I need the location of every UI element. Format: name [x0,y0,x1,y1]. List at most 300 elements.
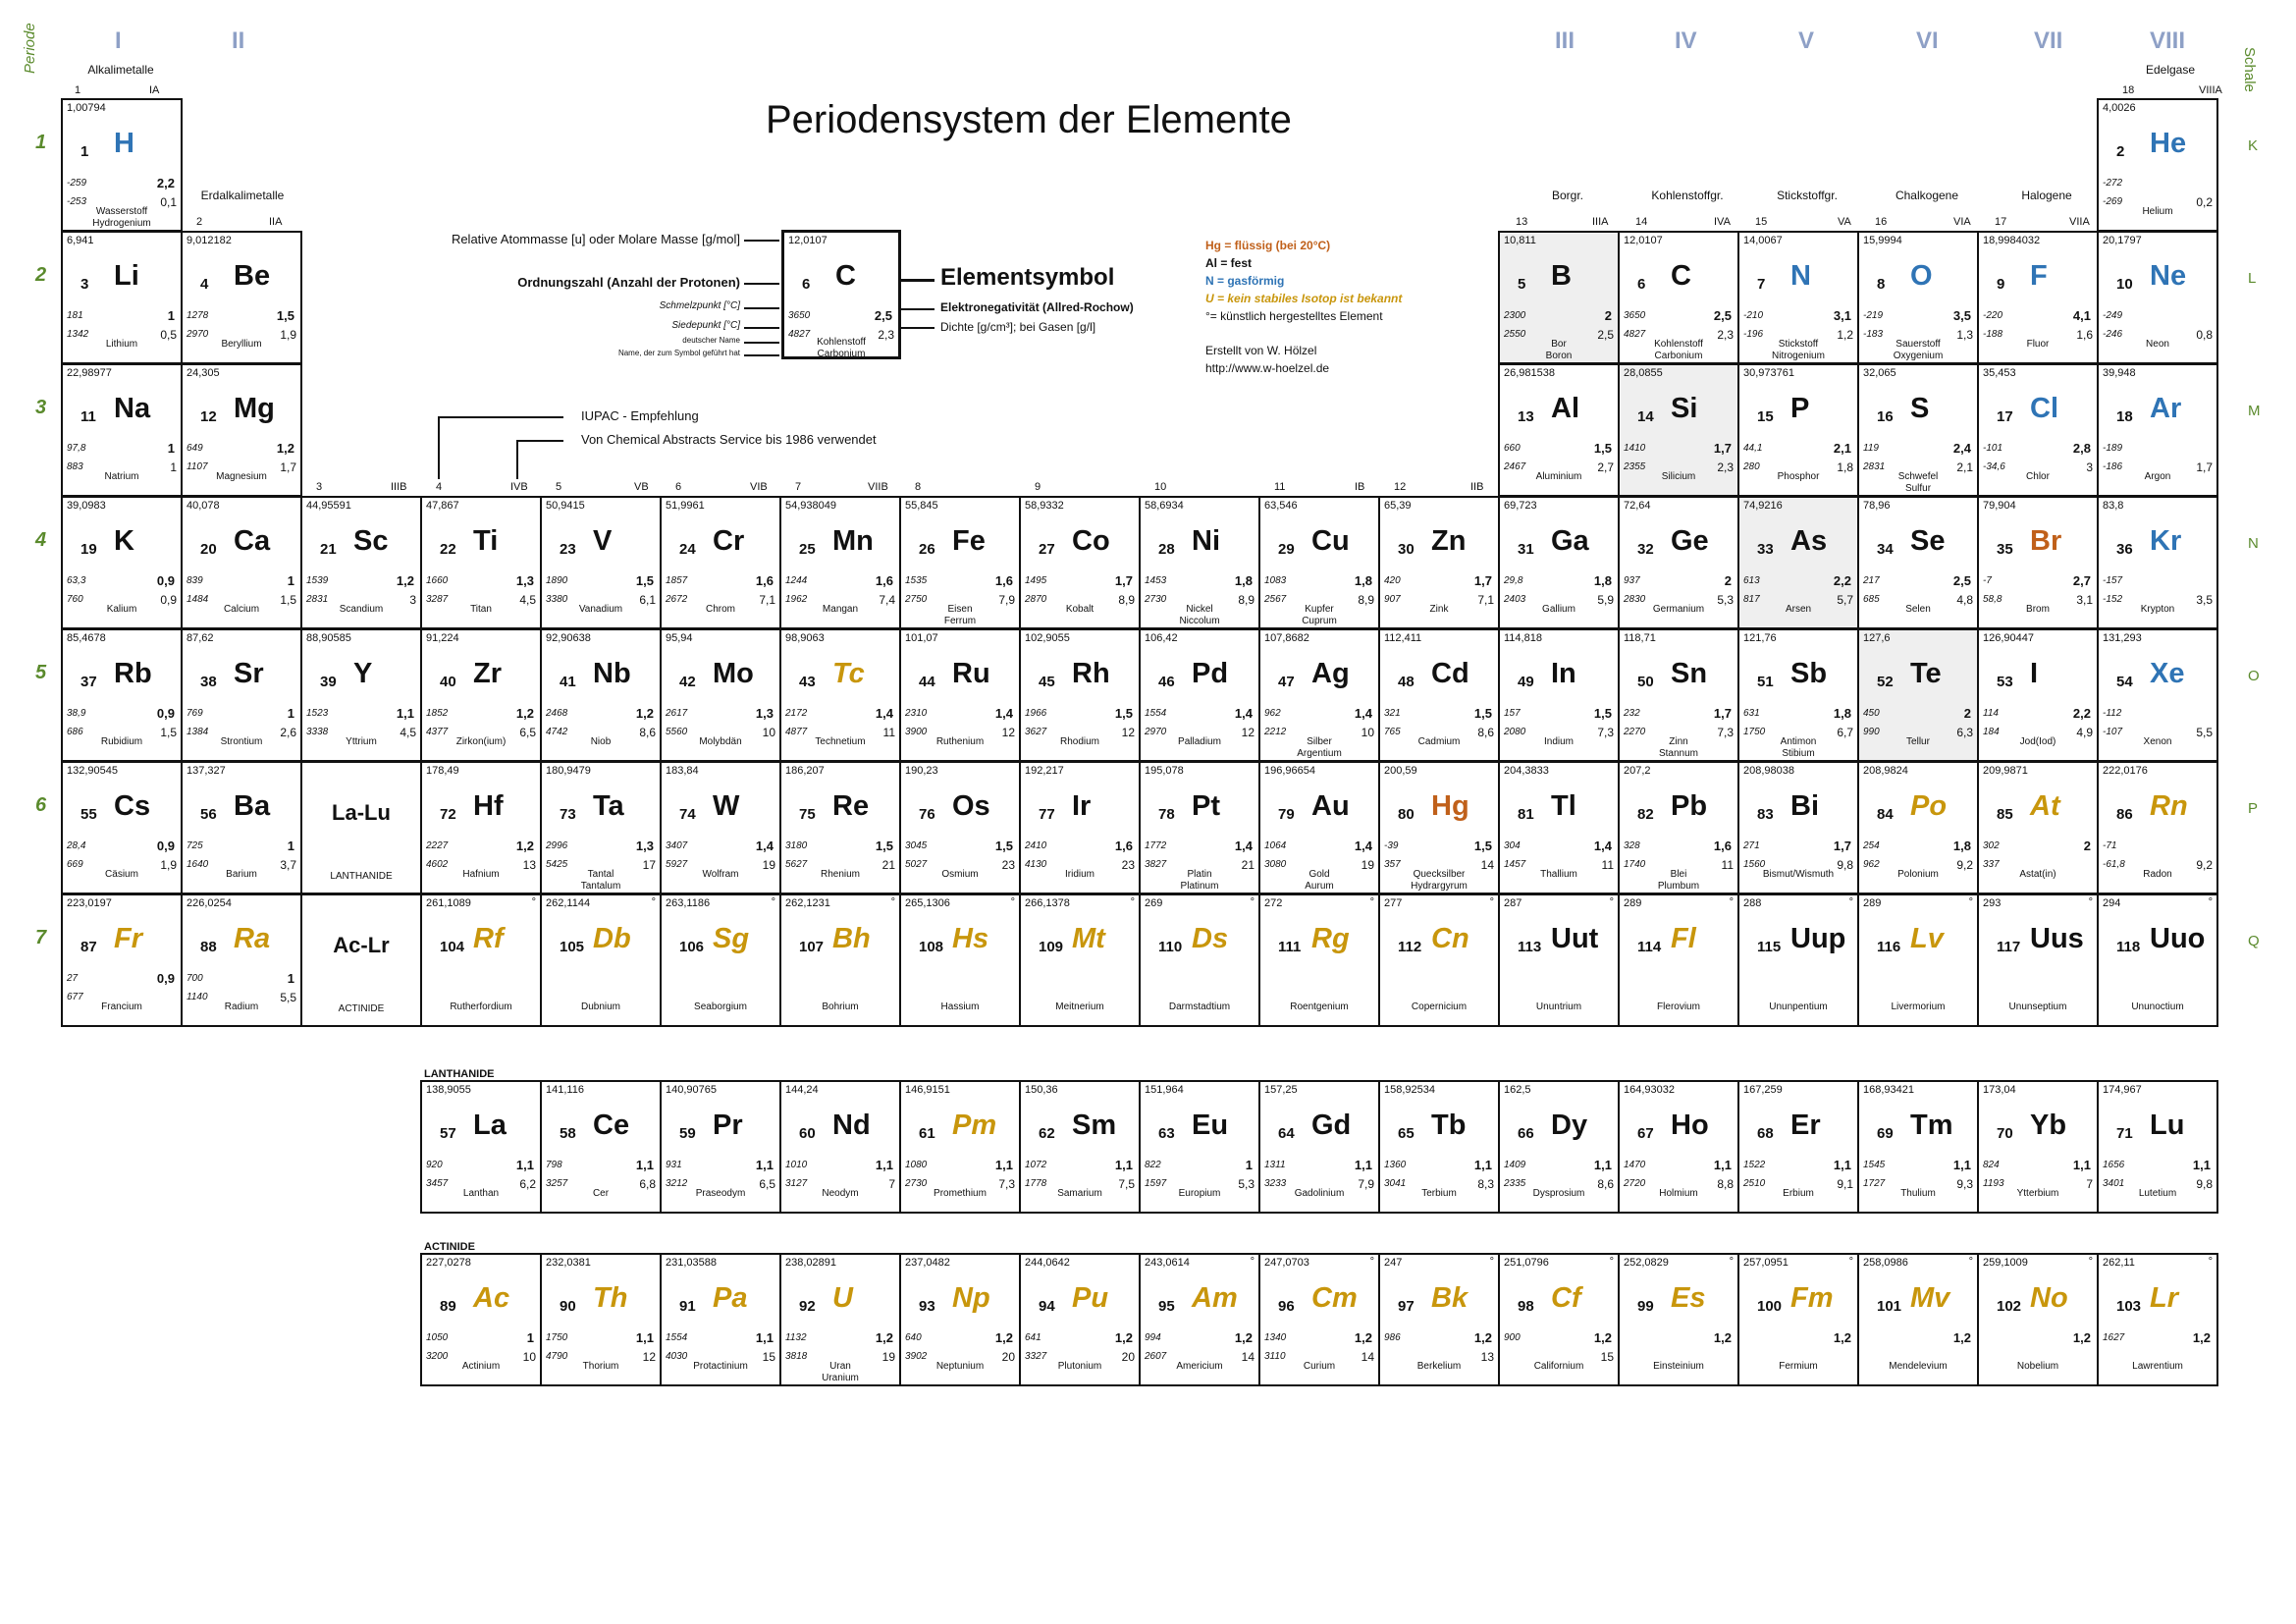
element-cell-pr[interactable] [660,1080,781,1214]
element-cell-pb[interactable] [1618,761,1739,894]
element-cell-tb[interactable] [1378,1080,1500,1214]
element-cell-cd[interactable] [1378,628,1500,762]
element-cell-es[interactable] [1618,1253,1739,1386]
element-cell-hg[interactable] [1378,761,1500,894]
boiling-point: 1750 [1743,727,1766,737]
element-cell-k[interactable] [61,496,183,629]
element-symbol: Ta [593,790,624,822]
melting-point: 640 [905,1332,922,1343]
boiling-point: 1107 [187,461,208,472]
element-cell-sb[interactable] [1737,628,1859,762]
atomic-number: 52 [1877,674,1894,690]
element-cell-ga[interactable] [1498,496,1620,629]
element-cell-bh[interactable] [779,893,901,1027]
element-cell-rb[interactable] [61,628,183,762]
density: 19 [881,1350,895,1364]
atomic-number: 61 [919,1125,935,1142]
element-cell-pm[interactable] [899,1080,1021,1214]
synthetic-marker: ° [1489,1256,1494,1268]
density: 10 [522,1350,536,1364]
element-cell-s[interactable] [1857,363,1979,497]
element-cell-tl[interactable] [1498,761,1620,894]
electronegativity: 1,2 [1354,1330,1372,1345]
element-cell-b[interactable] [1498,231,1620,364]
element-cell-n[interactable] [1737,231,1859,364]
element-name: Californium [1533,1361,1584,1372]
element-cell-th[interactable] [540,1253,662,1386]
element-cell-ds[interactable] [1139,893,1260,1027]
element-symbol: Se [1910,525,1946,557]
melting-point: 254 [1863,840,1880,851]
element-cell-ru[interactable] [899,628,1021,762]
element-cell-zr[interactable] [420,628,542,762]
electronegativity: 1,2 [1833,1330,1851,1345]
element-cell-fl[interactable] [1618,893,1739,1027]
element-cell-se[interactable] [1857,496,1979,629]
atomic-mass: 183,84 [666,765,699,777]
element-cell-au[interactable] [1258,761,1380,894]
element-cell-sg[interactable] [660,893,781,1027]
electronegativity: 2 [1604,308,1612,323]
element-symbol: Eu [1192,1110,1229,1141]
atomic-number: 20 [200,541,217,558]
element-symbol: Au [1311,790,1350,822]
electronegativity: 1,1 [1354,1158,1372,1172]
element-cell-cl[interactable] [1977,363,2099,497]
element-cell-bi[interactable] [1737,761,1859,894]
element-symbol: Xe [2150,658,2185,689]
element-cell-rh[interactable] [1019,628,1141,762]
electronegativity: 2 [1724,573,1732,588]
element-cell-fr[interactable] [61,893,183,1027]
melting-point: 2617 [666,708,688,719]
melting-point: 97,8 [67,443,86,454]
element-name: Helium [2142,206,2173,217]
element-symbol: Cs [114,790,151,822]
element-cell-mo[interactable] [660,628,781,762]
element-cell-la[interactable] [420,1080,542,1214]
atomic-number: 71 [2116,1125,2133,1142]
melting-point: 450 [1863,708,1880,719]
element-cell-er[interactable] [1737,1080,1859,1214]
atomic-mass: 28,0855 [1624,367,1663,379]
atomic-number: 83 [1757,806,1774,823]
element-cell-tm[interactable] [1857,1080,1979,1214]
boiling-point: 1640 [187,859,209,870]
melting-point: -101 [1983,443,2003,454]
element-cell-fm[interactable] [1737,1253,1859,1386]
electronegativity: 2,8 [2072,441,2091,456]
element-name: Arsen [1785,604,1812,615]
element-cell-as[interactable] [1737,496,1859,629]
element-name: Gallium [1542,604,1575,615]
boiling-point: 1457 [1504,859,1526,870]
element-cell-cr[interactable] [660,496,781,629]
element-cell-c[interactable] [1618,231,1739,364]
element-cell-lu[interactable] [2097,1080,2218,1214]
element-cell-ce[interactable] [540,1080,662,1214]
element-cell-be[interactable] [181,231,302,364]
element-cell-nb[interactable] [540,628,662,762]
element-name: Einsteinium [1653,1361,1704,1372]
element-symbol: Sc [353,525,389,557]
element-cell-gd[interactable] [1258,1080,1380,1214]
element-cell-os[interactable] [899,761,1021,894]
element-name: Seaborgium [694,1001,747,1012]
element-cell-y[interactable] [300,628,422,762]
element-cell-kr[interactable] [2097,496,2218,629]
element-symbol: Si [1671,393,1698,424]
element-cell-p[interactable] [1737,363,1859,497]
electronegativity: 1,8 [1952,839,1971,853]
element-cell-uuo[interactable] [2097,893,2218,1027]
group-9-label: 9 [1035,481,1041,493]
element-name: Neptunium [935,1361,985,1372]
element-name: Kobalt [1065,604,1095,615]
block-cell-lanthanide [300,761,422,894]
element-name: Lithium [105,339,138,350]
element-cell-ag[interactable] [1258,628,1380,762]
element-cell-i[interactable] [1977,628,2099,762]
block-range-label: Ac-Lr [333,933,390,957]
electronegativity: 1,5 [994,839,1013,853]
boiling-point: 3457 [426,1178,449,1189]
atomic-number: 104 [440,939,465,955]
electronegativity: 0,9 [156,839,175,853]
element-cell-uup[interactable] [1737,893,1859,1027]
roman-group-vi: VI [1916,27,1939,54]
element-cell-sr[interactable] [181,628,302,762]
electronegativity: 2,5 [1713,308,1732,323]
element-symbol: Cf [1551,1282,1581,1314]
element-cell-ta[interactable] [540,761,662,894]
density: 0,9 [160,593,177,607]
legend-density-label: Dichte [g/cm³]; bei Gasen [g/l] [940,320,1096,334]
element-cell-lr[interactable] [2097,1253,2218,1386]
atomic-number: 78 [1158,806,1175,823]
atomic-mass: 167,259 [1743,1084,1783,1096]
element-cell-ni[interactable] [1139,496,1260,629]
electronegativity: 0,9 [156,971,175,986]
element-cell-ar[interactable] [2097,363,2218,497]
electronegativity: 1 [167,441,175,456]
density: 7,3 [1717,726,1734,739]
element-cell-si[interactable] [1618,363,1739,497]
density: 6,8 [639,1177,656,1191]
synthetic-note: °= künstlich hergestelltes Element [1205,309,1383,323]
element-cell-sn[interactable] [1618,628,1739,762]
boiling-point: 2080 [1504,727,1526,737]
element-cell-cm[interactable] [1258,1253,1380,1386]
element-cell-co[interactable] [1019,496,1141,629]
atomic-mass: 294 [2103,897,2121,909]
electronegativity: 1,4 [1354,839,1372,853]
shell-letter: M [2248,403,2261,419]
element-cell-te[interactable] [1857,628,1979,762]
element-cell-at[interactable] [1977,761,2099,894]
state-liquid-note: Hg = flüssig (bei 20°C) [1205,239,1331,252]
atomic-number: 80 [1398,806,1415,823]
boiling-point: 2730 [905,1178,928,1189]
element-name: Ununseptium [2008,1001,2067,1012]
element-cell-pd[interactable] [1139,628,1260,762]
element-cell-re[interactable] [779,761,901,894]
element-name: Kalium [106,604,137,615]
atomic-mass: 26,981538 [1504,367,1555,379]
element-cell-ti[interactable] [420,496,542,629]
melting-point: -259 [67,178,87,189]
element-symbol: Rg [1311,923,1350,954]
element-cell-no[interactable] [1977,1253,2099,1386]
element-cell-pt[interactable] [1139,761,1260,894]
iupac-note: IUPAC - Empfehlung [581,408,699,423]
group-7-label: 7 [795,481,802,493]
element-cell-db[interactable] [540,893,662,1027]
atomic-mass: 200,59 [1384,765,1417,777]
element-name: Jod(Iod) [2019,736,2056,747]
element-symbol: Kr [2150,525,2182,557]
electronegativity: 1,8 [1833,706,1851,721]
melting-point: -272 [2103,178,2123,189]
electronegativity: 1,2 [515,839,534,853]
element-symbol: Cd [1431,658,1469,689]
element-cell-uus[interactable] [1977,893,2099,1027]
element-cell-ho[interactable] [1618,1080,1739,1214]
element-name: Protactinium [693,1361,748,1372]
element-name: Silicium [1661,471,1696,482]
element-cell-mn[interactable] [779,496,901,629]
atomic-number: 40 [440,674,456,690]
atomic-mass: 244,0642 [1025,1257,1070,1269]
element-symbol: Tb [1431,1110,1467,1141]
element-cell-cn[interactable] [1378,893,1500,1027]
element-symbol: Bi [1790,790,1819,822]
atomic-mass: 208,98038 [1743,765,1794,777]
element-cell-rf[interactable] [420,893,542,1027]
element-cell-ge[interactable] [1618,496,1739,629]
element-cell-cs[interactable] [61,761,183,894]
boiling-point: 2831 [306,594,329,605]
density: 14 [1241,1350,1255,1364]
melting-point: 304 [1504,840,1521,851]
shell-letter: O [2248,668,2260,684]
element-name: Hassium [940,1001,980,1012]
element-cell-ir[interactable] [1019,761,1141,894]
element-cell-eu[interactable] [1139,1080,1260,1214]
element-cell-ra[interactable] [181,893,302,1027]
element-cell-o[interactable] [1857,231,1979,364]
electronegativity: 1,2 [1473,1330,1492,1345]
atomic-mass: 65,39 [1384,500,1412,512]
melting-point: 1083 [1264,575,1287,586]
element-symbol: Lr [2150,1282,2178,1314]
element-cell-po[interactable] [1857,761,1979,894]
electronegativity: 2,1 [1833,441,1851,456]
element-symbol: As [1790,525,1828,557]
boiling-point: 2870 [1025,594,1047,605]
element-symbol: Tc [832,658,865,689]
element-cell-ba[interactable] [181,761,302,894]
electronegativity: 2,5 [1952,573,1971,588]
element-cell-zn[interactable] [1378,496,1500,629]
element-symbol: K [114,525,134,557]
atomic-mass: 98,9063 [785,632,825,644]
density: 0,2 [2196,195,2213,209]
boiling-point: 2720 [1624,1178,1646,1189]
element-cell-br[interactable] [1977,496,2099,629]
shell-letter: L [2248,270,2257,287]
synthetic-marker: ° [1848,1256,1853,1268]
element-cell-he[interactable] [2097,98,2218,232]
element-name: Antimon Stibium [1780,736,1817,759]
atomic-mass: 144,24 [785,1084,819,1096]
element-cell-uut[interactable] [1498,893,1620,1027]
element-symbol: Bk [1431,1282,1468,1314]
legend-number-line [744,283,779,285]
electronegativity: 1,1 [755,1330,774,1345]
melting-point: 1278 [187,310,209,321]
density: 2,6 [280,726,296,739]
element-symbol: Es [1671,1282,1706,1314]
element-symbol: Na [114,393,151,424]
atomic-number: 41 [560,674,576,690]
density: 7,3 [1597,726,1614,739]
synthetic-marker: ° [1729,896,1734,908]
element-name: Flerovium [1657,1001,1700,1012]
element-name: Strontium [220,736,263,747]
electronegativity: 4,1 [2072,308,2091,323]
element-name: Thulium [1900,1188,1936,1199]
element-cell-rn[interactable] [2097,761,2218,894]
element-cell-lv[interactable] [1857,893,1979,1027]
period-number: 1 [35,132,47,153]
element-cell-ca[interactable] [181,496,302,629]
author-url[interactable]: http://www.w-hoelzel.de [1205,361,1330,375]
element-cell-al[interactable] [1498,363,1620,497]
melting-point: 3650 [1624,310,1646,321]
density: 2,3 [1717,460,1734,474]
element-cell-cf[interactable] [1498,1253,1620,1386]
boiling-point: 3627 [1025,727,1047,737]
electronegativity: 1,8 [1234,573,1253,588]
atomic-mass: 223,0197 [67,897,112,909]
boiling-point: 677 [67,992,83,1002]
density: 12 [1241,726,1255,739]
element-cell-v[interactable] [540,496,662,629]
element-cell-u[interactable] [779,1253,901,1386]
group-6-cas-label: VIB [750,481,768,493]
element-name: Lawrentium [2132,1361,2183,1372]
element-cell-mv[interactable] [1857,1253,1979,1386]
synthetic-marker: ° [1968,1256,1973,1268]
element-cell-nd[interactable] [779,1080,901,1214]
atomic-mass: 269 [1145,897,1163,909]
element-cell-ne[interactable] [2097,231,2218,364]
atomic-number: 84 [1877,806,1894,823]
element-name: Selen [1905,604,1931,615]
atomic-number: 101 [1877,1298,1902,1315]
element-cell-mg[interactable] [181,363,302,497]
melting-point: 962 [1264,708,1281,719]
element-cell-yb[interactable] [1977,1080,2099,1214]
element-cell-hf[interactable] [420,761,542,894]
element-symbol: Cn [1431,923,1469,954]
atomic-number: 12 [200,408,217,425]
synthetic-marker: ° [1250,896,1255,908]
element-cell-li[interactable] [61,231,183,364]
melting-point: 29,8 [1504,575,1523,586]
element-cell-dy[interactable] [1498,1080,1620,1214]
atomic-mass: 173,04 [1983,1084,2016,1096]
boiling-point: 1193 [1983,1178,2004,1189]
element-cell-na[interactable] [61,363,183,497]
element-name: Argon [2144,471,2171,482]
melting-point: 1360 [1384,1160,1407,1170]
element-name: Aluminium [1535,471,1582,482]
iupac-pointer-top [438,416,563,418]
element-cell-bk[interactable] [1378,1253,1500,1386]
element-name: Mendelevium [1889,1361,1948,1372]
atomic-mass: 30,973761 [1743,367,1794,379]
element-cell-np[interactable] [899,1253,1021,1386]
synthetic-marker: ° [890,896,895,908]
electronegativity: 1,2 [1952,1330,1971,1345]
family-kohlen: Kohlenstoffgr. [1651,189,1724,202]
boiling-point: 3818 [785,1351,808,1362]
melting-point: 1495 [1025,575,1047,586]
melting-point: 2300 [1504,310,1526,321]
density: 19 [1361,858,1374,872]
element-cell-tc[interactable] [779,628,901,762]
element-cell-ac[interactable] [420,1253,542,1386]
group-6-label: 6 [675,481,682,493]
element-cell-pu[interactable] [1019,1253,1141,1386]
element-symbol: Pt [1192,790,1220,822]
element-symbol: No [2030,1282,2068,1314]
atomic-mass: 138,9055 [426,1084,471,1096]
electronegativity: 1,7 [1713,706,1732,721]
element-cell-pa[interactable] [660,1253,781,1386]
author-note: Erstellt von W. Hölzel [1205,344,1317,357]
electronegativity: 1,1 [1114,1158,1133,1172]
density: 1,5 [160,726,177,739]
element-cell-w[interactable] [660,761,781,894]
element-symbol: Th [593,1282,628,1314]
element-cell-f[interactable] [1977,231,2099,364]
element-cell-am[interactable] [1139,1253,1260,1386]
element-cell-xe[interactable] [2097,628,2218,762]
melting-point: -189 [2103,443,2123,454]
element-cell-h[interactable] [61,98,183,232]
electronegativity: 1,5 [875,839,893,853]
element-cell-cu[interactable] [1258,496,1380,629]
element-cell-in[interactable] [1498,628,1620,762]
element-cell-mt[interactable] [1019,893,1141,1027]
element-cell-sm[interactable] [1019,1080,1141,1214]
element-cell-fe[interactable] [899,496,1021,629]
melting-point: 3045 [905,840,928,851]
element-name: Copernicium [1411,1001,1468,1012]
element-symbol: Sm [1072,1110,1117,1141]
element-symbol: Lu [2150,1110,2185,1141]
boiling-point: 1597 [1145,1178,1167,1189]
atomic-number: 10 [2116,276,2133,293]
atomic-mass: 132,90545 [67,765,118,777]
element-cell-rg[interactable] [1258,893,1380,1027]
element-cell-sc[interactable] [300,496,422,629]
element-name: Roentgenium [1290,1001,1349,1012]
element-cell-hs[interactable] [899,893,1021,1027]
